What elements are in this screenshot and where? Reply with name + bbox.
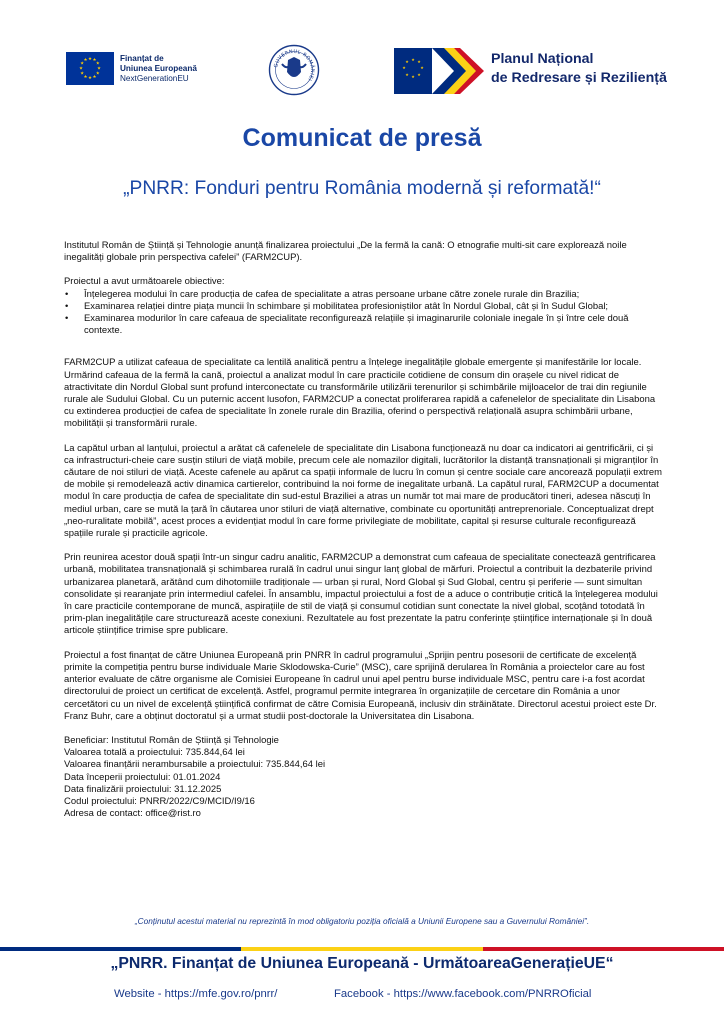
svg-text:★: ★	[95, 71, 100, 77]
svg-text:★: ★	[411, 74, 415, 79]
eu-funding-line1: Finanțat de	[120, 54, 164, 63]
document-body	[64, 240, 664, 820]
svg-text:★: ★	[87, 76, 93, 81]
tricolor-stripe	[0, 938, 724, 942]
detail-contact: Adresa de contact: office@rist.ro	[64, 808, 201, 820]
detail-project-code: Codul proiectului: PNRR/2022/C9/MCID/I9/16	[64, 795, 255, 807]
svg-text:★: ★	[405, 59, 409, 64]
facebook-link[interactable]: Facebook - https://www.facebook.com/PNRROficial	[334, 988, 592, 1000]
svg-text:★: ★	[78, 66, 84, 72]
svg-text:★: ★	[83, 74, 88, 80]
svg-text:★: ★	[405, 72, 409, 77]
objective-item: • Examinarea relației dintre piața muncii în schimbare și mobilitatea profesioniștilor atât în Nordul Global, cât și în Sudul Global;	[64, 301, 664, 313]
eu-stars-icon	[66, 52, 114, 85]
project-details	[64, 735, 664, 820]
pnrr-title	[491, 50, 667, 88]
svg-text:★: ★	[87, 57, 93, 62]
eu-funding-label	[120, 54, 197, 85]
page-subtitle: „PNRR: Fonduri pentru România modernă și reformată!“	[123, 178, 601, 199]
svg-text:★: ★	[96, 66, 102, 72]
svg-text:★: ★	[92, 58, 97, 64]
pnrr-logo	[394, 48, 484, 99]
government-seal-logo	[268, 44, 320, 96]
disclaimer: „Conținutul acestui material nu reprezintă în mod obligatoriu poziția oficială a Uniunii Europene sau a Guvernului României”.	[134, 916, 590, 926]
paragraph-4: Proiectul a fost finanțat de către Uniunea Europeană prin PNRR în cadrul programului „Sprijin pentru posesorii de certificate de excelență primite la competiția pentru burse individuale Marie Sklodowska-Curie” (MSC), care sprijină derularea în România a proiectelor care au fost anterior evaluate de către organisme ale Comisiei Europeane în cadrul unui apel pentru burse individuale MSC, pentru care i-a fost acordat directorului de proiect un certificat de excelență. Astfel, programul permite integrarea în organizațiile de cercetare din România a unor cercetători cu un nivel de excelență științifică confirmat de către Comisia Europeană, inclusiv din străinătate. Directorul acestui proiect este Dr. Franz Buhr, care a obținut doctoratul și a urmat studii post-doctorale la Universitatea din Lisabona.	[64, 649, 657, 722]
svg-text:★: ★	[402, 65, 406, 70]
objective-item: • Înțelegerea modului în care producția de cafea de specialitate a atras persoane urbane către zonele rurale din Brazilia;	[64, 289, 664, 301]
paragraph-1: FARM2CUP a utilizat cafeaua de specialitate ca lentilă analitică pentru a înțelege inegalitățile globale emergente și manifestările lor locale. Urmărind cafeaua de la fermă la cană, proiectul a analizat modul în care practicile cotidiene de consum din orașele cu nivel ridicat de atractivitate din Nordul Global sunt profund interconectate cu transformările utilizării terenurilor și schimbările mijloacelor de trai din regiunile rurale ale Sudului Global. Cu un puternic accent lusofon, FARM2CUP a conectat proliferarea rapidă a cafenelelor de specialitate din Lisabona cu extinderea producției de cafea de specialitate în zonele rurale din Brazilia, oferind o perspectivă relațională asupra schimbării urbane, mobilității și transformării rurale.	[64, 357, 656, 430]
detail-start-date: Data începerii proiectului: 01.01.2024	[64, 771, 221, 783]
svg-text:★: ★	[80, 61, 85, 67]
pnrr-line2: de Redresare și Reziliență	[491, 70, 667, 86]
eu-funding-line3: NextGenerationEU	[120, 74, 189, 84]
detail-beneficiary: Beneficiar: Institutul Român de Știință și Tehnologie	[64, 734, 279, 746]
detail-grant-value: Valoarea finanțării nerambursabile a proiectului: 735.844,64 lei	[64, 759, 326, 771]
paragraph-3: Prin reunirea acestor două spații într-un singur cadru analitic, FARM2CUP a demonstrat cum cafeaua de specialitate conectează gentrificarea urbană, mobilitatea transnațională și schimbarea rurală în cadrul unui singur lanț global de mărfuri. Proiectul a contribuit la dezbaterile privind urbanizarea planetară, arătând cum dihotomiile tradiționale — urban și rural, Nord Global și Sud Global, centru și periferie — sunt simultan consolidate și rearanjate prin intermediul cafelei. În ansamblu, impactul proiectului a fost de a aduce o contribuție critică la înțelegerea modului în care practicile contemporane de muncă, aspirațiile de stil de viață și consumul cotidian sunt conectate la nivel global, scoțând totodată în prim-plan inegalitățile care structurează aceste conexiuni. Rezultatele au fost prezentate la patru conferințe științifice internaționale și în două articole științifice trimise spre publicare.	[64, 552, 658, 637]
pnrr-flag-icon	[394, 48, 484, 94]
pnrr-line1: Planul Național	[491, 51, 594, 67]
coat-of-arms-icon	[268, 44, 320, 96]
eu-flag-logo	[66, 52, 114, 85]
objectives-heading: Proiectul a avut următoarele obiective:	[64, 276, 225, 288]
detail-total-value: Valoarea totală a proiectului: 735.844,64 lei	[64, 747, 245, 759]
gov-seal-text: GUVERNUL ROMÂNIEI	[273, 48, 316, 82]
svg-text:★: ★	[417, 59, 421, 64]
intro-paragraph: Institutul Român de Știință și Tehnologie anunță finalizarea proiectului „De la fermă la cană: O etnografie multi-sit care explorează noile inegalități globale prin perspectiva cafelei” (FARM2CUP).	[64, 240, 627, 264]
svg-text:★: ★	[95, 61, 100, 67]
page-title: Comunicat de presă	[242, 124, 482, 152]
objective-item: • Examinarea modurilor în care cafeaua de specialitate reconfigurează relațiile și imaginarurile coloniale inegale în și între cele două contexte.	[64, 313, 664, 337]
eu-funding-line2: Uniunea Europeană	[120, 64, 197, 74]
objectives-list	[64, 289, 664, 338]
svg-text:★: ★	[420, 65, 424, 70]
website-link[interactable]: Website - https://mfe.gov.ro/pnrr/	[114, 988, 278, 1000]
svg-text:★: ★	[92, 74, 97, 80]
footer-title: „PNRR. Finanțat de Uniunea Europeană - UrmătoareaGenerațieUE“	[110, 955, 614, 972]
svg-text:★: ★	[83, 58, 88, 64]
detail-end-date: Data finalizării proiectului: 31.12.2025	[64, 783, 222, 795]
paragraph-2: La capătul urban al lanțului, proiectul a arătat că cafenelele de specialitate din Lisabona funcționează nu doar ca indicatori ai gentrificării, ci și ca infrastructuri-cheie care susțin stiluri de viață mobile, precum cele ale nomazilor digitali, lucrătorilor la distanță transnaționali și migranților în căutare de noi stiluri de viață. Aceste cafenele au apărut ca spații informale de lucru în comun și centre sociale care ancorează populații extrem de mobile și remodelează activ dinamica cartierelor, contribuind la noi forme de inegalitate urbană. La capătul rural, FARM2CUP a documentat modul în care producția de cafea de specialitate din sud-estul Braziliei a atras un număr tot mai mare de producători tineri, adesea născuți în mediul urban, care se mută la țară în căutarea unor stiluri de viață alternative, combinate cu oportunități antreprenoriale. Conceptualizat drept „neo-ruralitate mobilă”, acest proces a evidențiat modul în care forme privilegiate de mobilitate, capital și resurse culturale reconfigurează spațiile rurale și practicile agricole.	[64, 442, 663, 540]
svg-text:★: ★	[417, 72, 421, 77]
svg-text:★: ★	[411, 57, 415, 62]
svg-text:★: ★	[80, 71, 85, 77]
